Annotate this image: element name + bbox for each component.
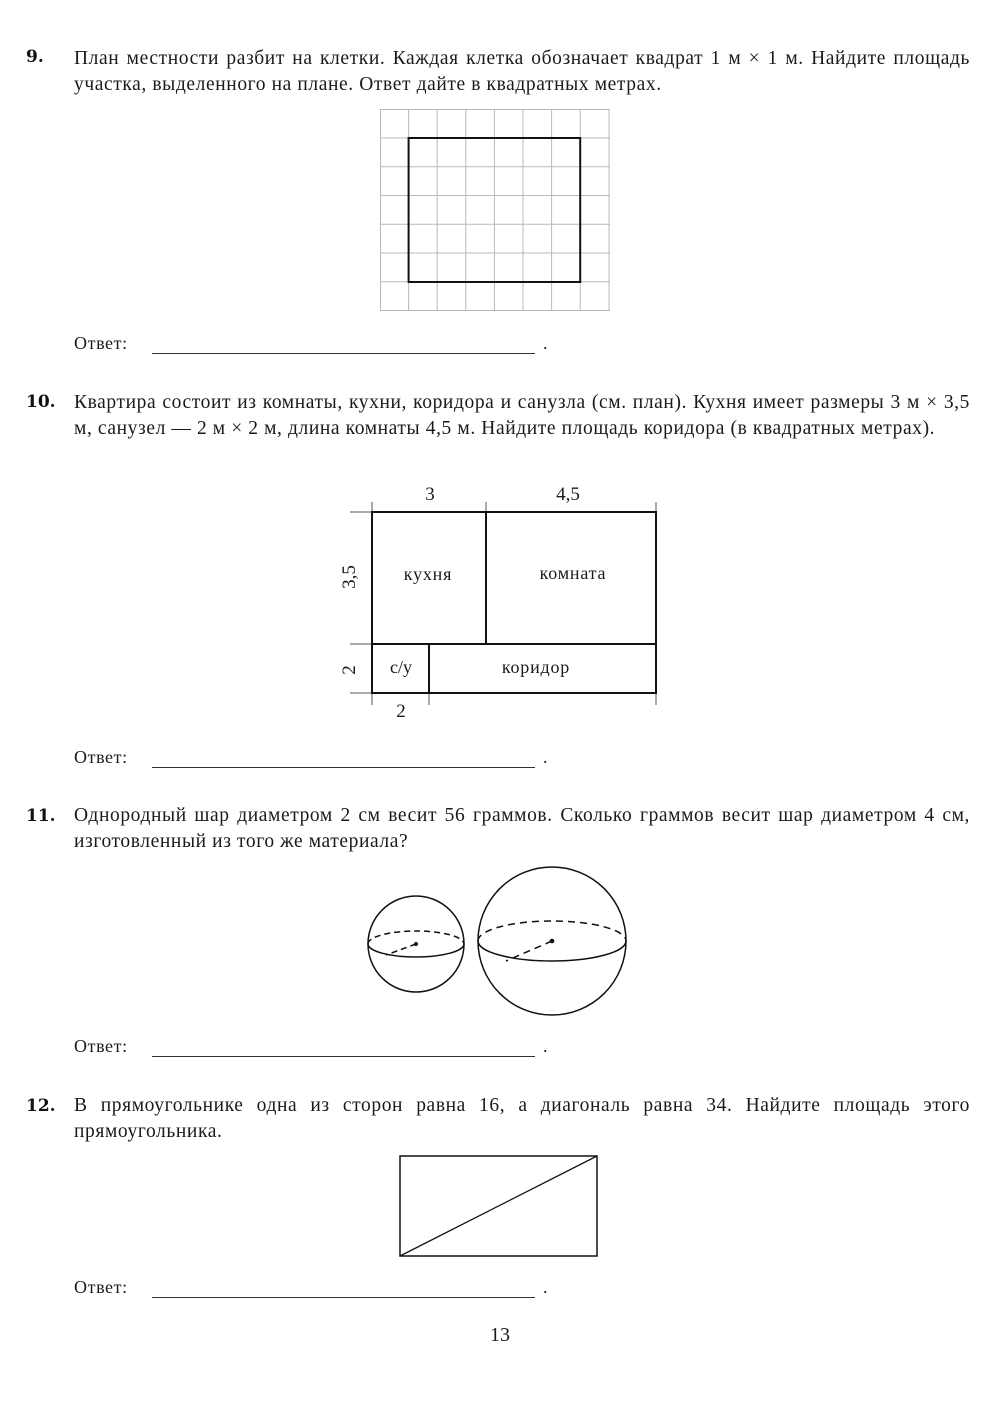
large-sphere-center bbox=[550, 939, 555, 944]
answer-label: Ответ: bbox=[74, 333, 128, 353]
problem-11-text: Однородный шар диаметром 2 см весит 56 граммов. Сколько граммов весит шар диаметром 4 см, изготовленный из того же материала? bbox=[74, 805, 970, 852]
answer-label: Ответ: bbox=[74, 1277, 128, 1297]
problem-12-number: 12. bbox=[26, 1096, 56, 1116]
problem-12-text: В прямоугольнике одна из сторон равна 16, а диагональ равна 34. Найдите площадь этого прямоугольника. bbox=[74, 1095, 970, 1142]
dim-left-top: 3,5 bbox=[339, 565, 360, 589]
page-number: 13 bbox=[490, 1324, 510, 1346]
room-bathroom-label: с/у bbox=[390, 657, 412, 677]
problem-11-spheres-figure bbox=[360, 862, 640, 1022]
answer-end: . bbox=[543, 747, 548, 767]
dim-bottom: 2 bbox=[396, 701, 406, 722]
problem-10-text: Квартира состоит из комнаты, кухни, коридора и санузла (см. план). Кухня имеет размеры 3 м × 3,5 м, санузел — 2 м × 2 м, длина комнаты 4,5 м. Найдите площадь коридора (в квадратных метрах). bbox=[74, 392, 970, 439]
dim-top-right: 4,5 bbox=[556, 484, 580, 505]
answer-input-line[interactable] bbox=[152, 1056, 535, 1057]
answer-end: . bbox=[543, 1277, 548, 1297]
answer-end: . bbox=[543, 333, 548, 353]
small-sphere-center bbox=[414, 942, 418, 946]
grid-lines bbox=[380, 109, 610, 311]
dim-left-bottom: 2 bbox=[339, 665, 360, 675]
answer-end: . bbox=[543, 1036, 548, 1056]
problem-9-number: 9. bbox=[26, 47, 44, 67]
diagonal bbox=[400, 1156, 597, 1256]
dim-top-left: 3 bbox=[425, 484, 435, 505]
room-kitchen-label: кухня bbox=[403, 564, 453, 584]
problem-12-rectangle-figure bbox=[399, 1155, 599, 1257]
answer-label: Ответ: bbox=[74, 747, 128, 767]
room-living-label: комната bbox=[539, 563, 607, 583]
answer-input-line[interactable] bbox=[152, 353, 535, 354]
problem-11-number: 11. bbox=[26, 806, 56, 826]
problem-9-grid-figure bbox=[380, 109, 610, 311]
room-corridor-label: коридор bbox=[501, 657, 571, 677]
answer-input-line[interactable] bbox=[152, 1297, 535, 1298]
problem-10-apartment-plan bbox=[330, 480, 670, 725]
problem-10-number: 10. bbox=[26, 392, 56, 412]
answer-label: Ответ: bbox=[74, 1036, 128, 1056]
problem-9-text: План местности разбит на клетки. Каждая клетка обозначает квадрат 1 м × 1 м. Найдите площадь участка, выделенного на плане. Ответ дайте в квадратных метрах. bbox=[74, 48, 970, 95]
answer-input-line[interactable] bbox=[152, 767, 535, 768]
